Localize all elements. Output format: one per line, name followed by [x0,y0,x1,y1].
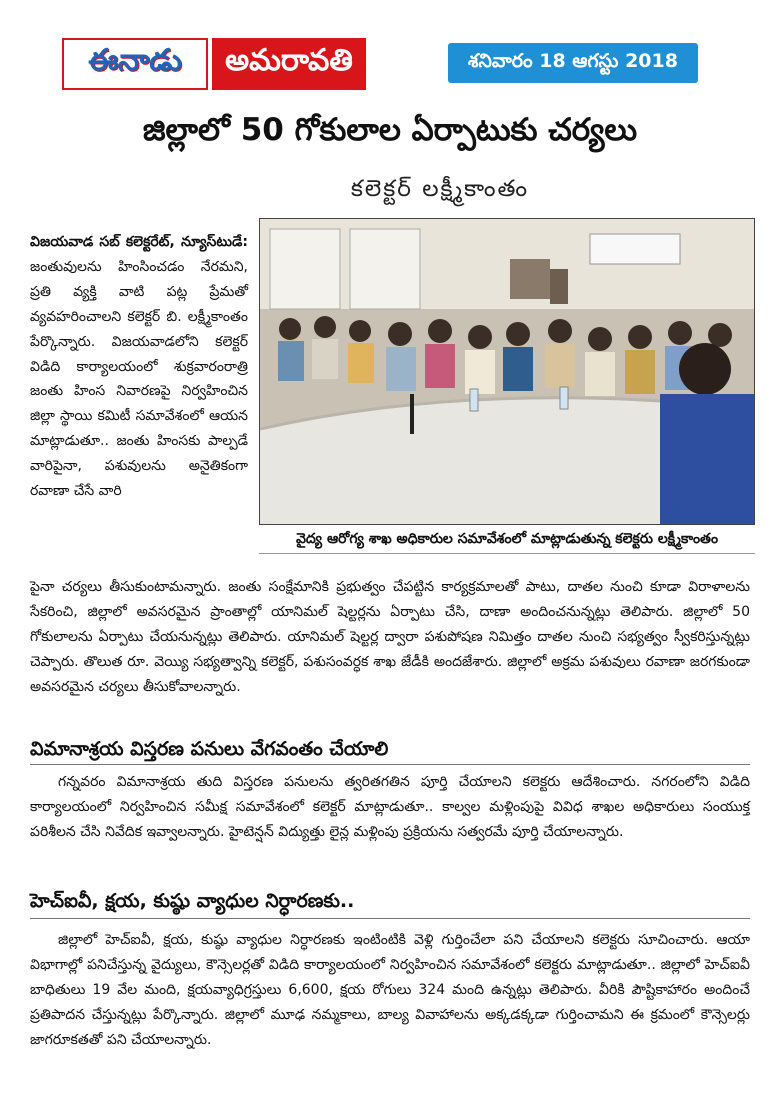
meeting-photo-illustration [260,219,755,525]
section-hiv-body: జిల్లాలో హెచ్ఐవీ, క్షయ, కుష్ఠు వ్యాధుల నిర్ధారణకు ఇంటింటికి వెళ్లి గుర్తించేలా పని చేయాలని కలెక్టరు సూచించారు. ఆయా విభాగాల్లో పనిచేస్తున్న వైద్యులు, కౌన్సెలర్లతో విడిది కార్యాలయంలో నిర్వహించిన సమావేశంలో కలెక్టరు మాట్లాడుతూ.. జిల్లాలో హెచ్ఐవీ బాధితులు 19 వేల మంది, క్షయవ్యాధిగ్రస్తులు 6,600, క్షయ రోగులు 324 మంది ఉన్నట్లు తెలిపారు. వీరికి పౌష్టికాహారం అందించే ప్రతిపాదన చేస్తున్నట్లు పేర్కొన్నారు. జిల్లాలో మూఢ నమ్మకాలు, బాల్య వివాహాలను అక్కడక్కడా గుర్తించామని ఈ క్రమంలో కౌన్సెలర్లు జాగరూకతతో పని చేయాలన్నారు. [30,932,750,1048]
divider [30,764,750,765]
continuation-paragraph: పైనా చర్యలు తీసుకుంటామన్నారు. జంతు సంక్షేమానికి ప్రభుత్వం చేపట్టిన కార్యక్రమాలతో పాటు, దాతల నుంచి కూడా విరాళాలను సేకరించి, జిల్లాలో అవసరమైన ప్రాంతాల్లో యానిమల్ షెల్టర్లను ఏర్పాటు చేసి, దాణా అందించనున్నట్లు తెలిపారు. జిల్లాలో 50 గోకులాలను ఏర్పాటు చేయనున్నట్లు తెలిపారు. యానిమల్ షెల్టర్ల ద్వారా పశుపోషణ నిమిత్తం దాతల నుంచి సభ్యత్వం స్వీకరిస్తున్నట్లు చెప్పారు. తొలుత రూ. వెయ్యి సభ్యత్వాన్ని కలెక్టర్, పశుసంవర్ధక శాఖ జేడీకి అందజేశారు. జిల్లాలో అక్రమ పశువులు రవాణా జరగకుండా అవసరమైన చర్యలు తీసుకోవాలన్నారు. [30,579,750,695]
meeting-photo [259,218,755,525]
lead-text: జంతువులను హింసించడం నేరమని, ప్రతి వ్యక్తి వాటి పట్ల ప్రేమతో వ్యవహరించాలని కలెక్టర్ బి. లక్ష్మీకాంతం పేర్కొన్నారు. విజయవాడలోని కలెక్టర్ విడిది కార్యాలయంలో శుక్రవారంరాత్రి జంతు హింస నివారణపై నిర్వహించిన జిల్లా స్థాయి కమిటీ సమావేశంలో ఆయన మాట్లాడుతూ.. జంతు హింసకు పాల్పడే వారిపైనా, పశువులను అనైతికంగా రవాణా చేసే వారి [30,258,248,500]
headline: జిల్లాలో 50 గోకులాల ఏర్పాటుకు చర్యలు [142,112,638,148]
lead-paragraph [30,230,248,504]
section-airport-title: విమానాశ్రయ విస్తరణ పనులు వేగవంతం చేయాలి [30,738,389,760]
section-airport-body: గన్నవరం విమానాశ్రయ తుది విస్తరణ పనులను త్వరితగతిన పూర్తి చేయాలని కలెక్టరు ఆదేశించారు. నగరంలోని విడిది కార్యాలయంలో నిర్వహించిన సమీక్ష సమావేశంలో కలెక్టర్ మాట్లాడుతూ.. కాల్వల మళ్లింపుపై వివిధ శాఖల అధికారులు సంయుక్త పరిశీలన చేసి నివేదిక ఇవ్వాలన్నారు. హైటెన్షన్ విద్యుత్తు లైన్ల మళ్లింపు ప్రక్రియను సత్వరమే పూర్తి చేయాలన్నారు. [30,774,750,840]
amaravati-edition-logo: అమరావతి [212,38,366,90]
date-badge: శనివారం 18 ఆగస్టు 2018 [448,43,698,83]
divider [30,918,750,919]
photo-caption: వైద్య ఆరోగ్య శాఖ అధికారుల సమావేశంలో మాట్లాడుతున్న కలెక్టరు లక్ష్మీకాంతం [259,525,755,554]
eenadu-logo: ఈనాడు [62,38,208,90]
section-hiv-title: హెచ్ఐవీ, క్షయ, కుష్ఠు వ్యాధుల నిర్ధారణకు.. [30,890,355,912]
dateline: విజయవాడ సబ్ కలెక్టరేట్, న్యూస్‌టుడే: [30,234,248,250]
subheadline: కలెక్టర్ లక్ష్మీకాంతం [350,176,530,202]
